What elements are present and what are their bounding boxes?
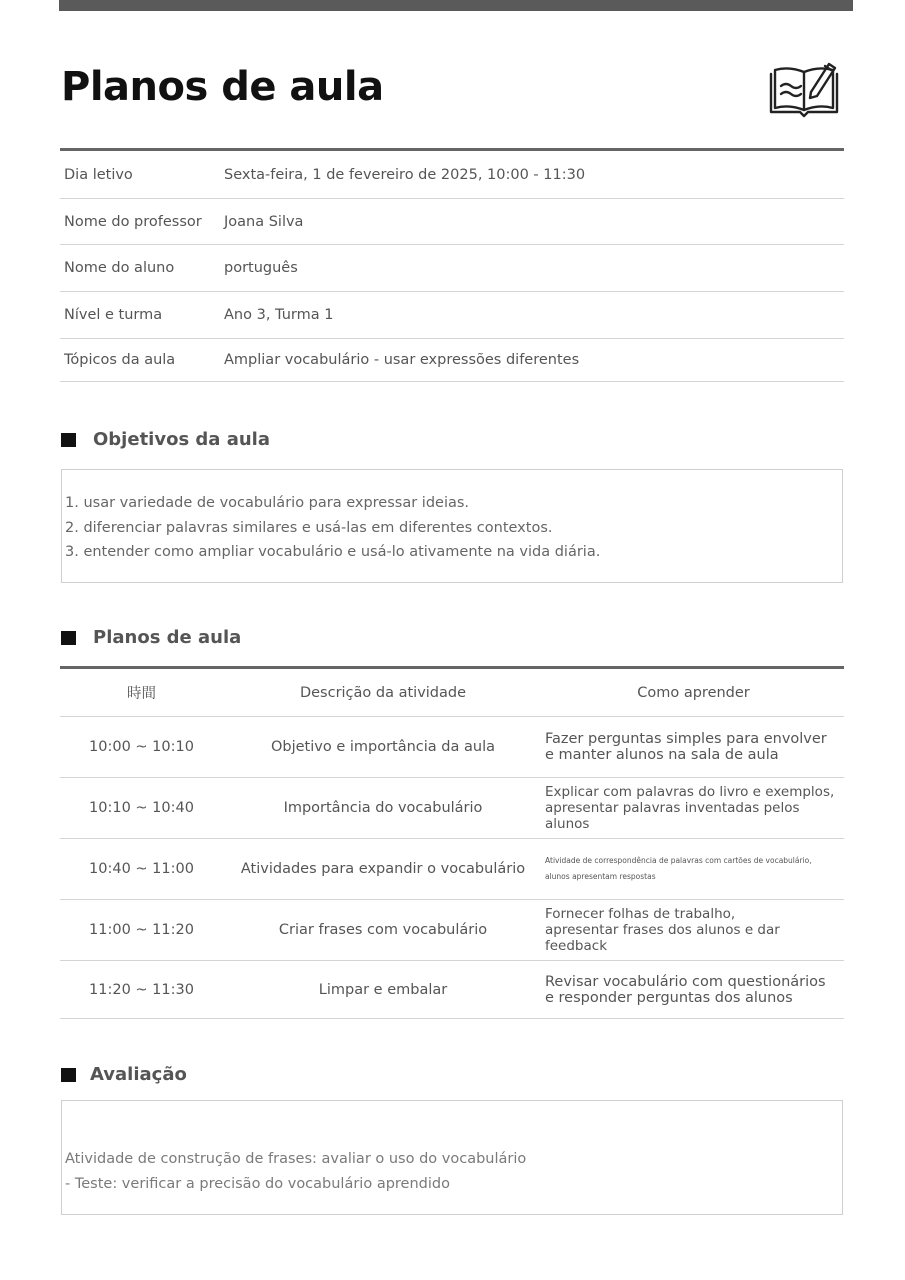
objective-item: 2. diferenciar palavras similares e usá-las em diferentes contextos. (65, 519, 553, 536)
section-title-text: Objetivos da aula (93, 429, 270, 450)
how-line: Fornecer folhas de trabalho, (545, 906, 736, 922)
how-line: alunos apresentam respostas (545, 872, 656, 881)
info-label: Nome do professor (64, 213, 202, 230)
info-value: Sexta-feira, 1 de fevereiro de 2025, 10:00 - 11:30 (224, 166, 586, 183)
how-cell (543, 974, 844, 1006)
info-row (60, 245, 844, 292)
table-row (60, 900, 844, 961)
table-row (60, 961, 844, 1019)
column-header: Como aprender (637, 684, 750, 701)
time-cell: 10:10 ~ 10:40 (89, 800, 194, 816)
evaluation-box (61, 1100, 843, 1215)
objectives-heading (61, 429, 270, 450)
activity-cell: Limpar e embalar (318, 981, 448, 998)
page-title: Planos de aula (61, 64, 384, 110)
table-row (60, 717, 844, 778)
how-line: apresentar frases dos alunos e dar feedback (545, 922, 780, 954)
how-line: e responder perguntas dos alunos (545, 989, 793, 1006)
how-line: Explicar com palavras do livro e exemplos, (545, 784, 835, 800)
evaluation-heading (61, 1064, 187, 1085)
info-label: Nível e turma (64, 307, 163, 323)
column-header: Descrição da atividade (299, 684, 467, 701)
activity-cell: Objetivo e importância da aula (270, 739, 495, 755)
plans-table (60, 666, 844, 1019)
how-cell (543, 906, 844, 954)
time-cell: 11:20 ~ 11:30 (89, 981, 194, 998)
info-value: Joana Silva (224, 213, 304, 230)
time-cell: 10:00 ~ 10:10 (89, 739, 194, 755)
activity-cell: Atividades para expandir o vocabulário (240, 861, 526, 877)
how-line: Fazer perguntas simples para envolver (545, 731, 827, 747)
objective-item: 1. usar variedade de vocabulário para expressar ideias. (65, 495, 470, 511)
how-cell (543, 853, 844, 885)
table-row (60, 839, 844, 900)
section-title-text: Avaliação (90, 1064, 187, 1085)
time-cell: 10:40 ~ 11:00 (89, 861, 194, 877)
square-bullet-icon (61, 1068, 76, 1082)
plans-heading (61, 627, 241, 648)
info-label: Tópicos da aula (64, 352, 176, 368)
how-line: Revisar vocabulário com questionários (545, 973, 826, 990)
section-title-text: Planos de aula (93, 627, 242, 648)
info-row (60, 339, 844, 382)
info-table (60, 148, 844, 382)
top-bar (59, 0, 853, 11)
column-header: 時間 (127, 686, 156, 702)
evaluation-item: Atividade de construção de frases: avaliar o uso do vocabulário (65, 1151, 527, 1167)
objectives-box (61, 469, 843, 583)
table-header-row (60, 669, 844, 717)
activity-cell: Criar frases com vocabulário (278, 922, 488, 938)
how-line: e manter alunos na sala de aula (545, 747, 779, 763)
square-bullet-icon (61, 433, 76, 447)
evaluation-item: - Teste: verificar a precisão do vocabulário aprendido (65, 1175, 450, 1192)
objective-item: 3. entender como ampliar vocabulário e usá-lo ativamente na vida diária. (65, 544, 601, 560)
time-cell: 11:00 ~ 11:20 (89, 922, 194, 938)
info-label: Nome do aluno (64, 260, 175, 276)
how-cell (543, 731, 844, 763)
table-row (60, 778, 844, 839)
info-value: português (224, 260, 298, 276)
square-bullet-icon (61, 631, 76, 645)
info-value: Ano 3, Turma 1 (224, 307, 334, 323)
info-label: Dia letivo (64, 166, 133, 183)
book-pencil-icon (767, 58, 841, 120)
info-value: Ampliar vocabulário - usar expressões diferentes (224, 352, 580, 368)
how-cell (543, 784, 844, 832)
info-row (60, 151, 844, 199)
info-row (60, 199, 844, 245)
activity-cell: Importância do vocabulário (283, 800, 483, 816)
how-line: Atividade de correspondência de palavras com cartões de vocabulário, (545, 856, 812, 865)
how-line: apresentar palavras inventadas pelos alunos (545, 800, 800, 832)
info-row (60, 292, 844, 339)
